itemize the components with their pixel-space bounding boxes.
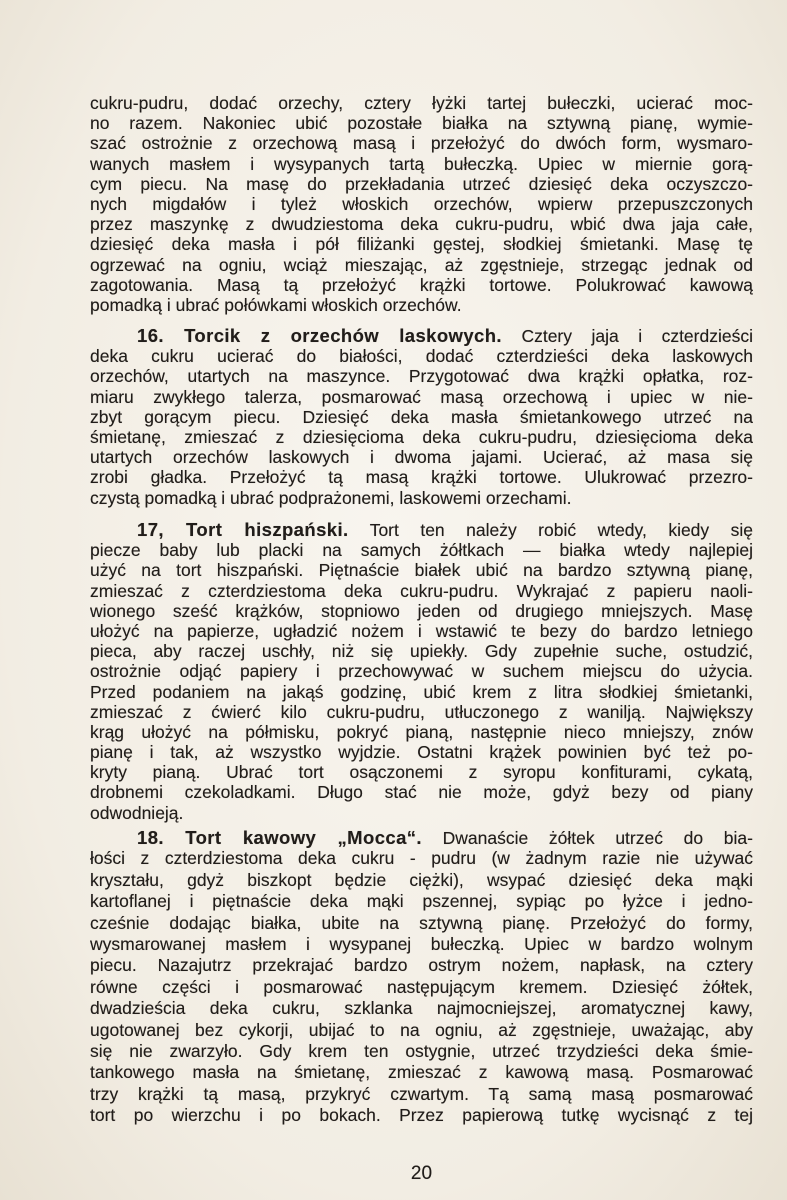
text-line: tort po wierzchu i po bokach. Przez papierową tutkę wycisnąć z tej [90,1105,753,1126]
text-line: nych migdałów i tyleż włoskich orzechów, wpierw przepuszczonych [90,193,753,214]
recipe-lead-text: Cztery jaja i czterdzieści [521,326,753,346]
text-line: kryty pianą. Ubrać tort osączonemi z syropu konfiturami, cykatą, [90,762,753,783]
text-line: czystą pomadką i ubrać podprażonemi, laskowemi orzechami. [90,487,572,508]
text-line: przez maszynkę z dwudziestoma deka cukru-pudru, wbić dwa jaja całe, [90,214,753,235]
text-line: no razem. Nakoniec ubić pozostałe białka na sztywną pianę, wymie- [90,113,753,134]
text-line: pomadką i ubrać połówkami włoskich orzechów. [90,294,462,315]
text-line: wysmarowanej masłem i wysypanej bułeczką. Upiec w bardzo wolnym [90,933,753,954]
text-line: krąg ułożyć na półmisku, pokryć pianą, następnie nieco mniejszy, znów [90,721,753,742]
recipe-lead-text: Dwanaście żółtek utrzeć do bia- [442,828,753,848]
text-line: orzechów, utartych na maszynce. Przygotować dwa krążki opłatka, roz- [90,366,753,387]
text-line: Przed podaniem na jakąś godzinę, ubić krem z litra słodkiej śmietanki, [90,681,753,702]
text-line: ugotowanej bez cykorji, ubijać to na ogniu, aż zgęstnieje, uważając, aby [90,1019,753,1040]
text-line: piecu. Nazajutrz przekrajać bardzo ostrym nożem, napłask, na cztery [90,955,753,976]
text-line: drobnemi czekoladkami. Długo stać nie może, gdyż bezy od piany [90,782,753,803]
text-line: miaru zwykłego talerza, posmarować masą orzechową i upiec w nie- [90,386,753,407]
page-number: 20 [410,1163,433,1184]
text-line: piecze baby lub placki na samych żółtkach — białka wtedy najlepiej [90,540,753,561]
text-line: pieca, aby raczej uschły, niż się upiekły. Gdy zupełnie suche, ostudzić, [90,641,753,662]
text-line: tankowego masła na śmietanę, zmieszać z kawową masą. Posmarować [90,1062,753,1083]
text-line: wanych masłem i wysypanych tartą bułeczką. Upiec w miernie gorą- [90,153,753,174]
recipe-heading: 16. Torcik z orzechów laskowych. [137,326,502,346]
text-line: pianę i tak, aż wszystko wyjdzie. Ostatni krążek powinien być też po- [90,742,753,763]
text-line: utartych orzechów laskowych i dwoma jajami. Ucierać, aż masa się [90,447,753,468]
text-line: ułożyć na papierze, ugładzić nożem i wstawić te bezy do bardzo letniego [90,620,753,641]
recipe-first-line [90,520,753,540]
recipe-first-line [90,827,753,848]
text-line: trzy krążki tą masą, przykryć czwartym. Tą samą masą posmarować [90,1083,753,1104]
recipe-18 [90,827,753,1126]
text-line: kryształu, gdyż biszkopt będzie ciężki), wsypać dziesięć deka mąki [90,869,753,890]
text-line: kartoflanej i piętnaście deka mąki pszennej, sypiąc po łyżce i jedno- [90,891,753,912]
text-line: szać ostrożnie z orzechową masą i przełożyć do dwóch form, wysmaro- [90,133,753,154]
recipe-heading: 18. Tort kawowy „Mocca“. [137,827,422,848]
text-line: dziesięć deka masła i pół filiżanki gęstej, słodkiej śmietanki. Masę tę [90,234,753,255]
text-line: użyć na tort hiszpański. Piętnaście białek ubić na bardzo sztywną pianę, [90,560,753,581]
text-line: równe części i posmarować następującym kremem. Dziesięć żółtek, [90,976,753,997]
text-line: śmietanę, zmieszać z dziesięcioma deka cukru-pudru, dziesięcioma deka [90,426,753,447]
recipe-16 [90,326,753,508]
text-line: zmieszać z czterdziestoma deka cukru-pudru. Wykrajać z papieru naoli- [90,580,753,601]
text-line: deka cukru ucierać do białości, dodać czterdzieści deka laskowych [90,346,753,367]
text-line: zmieszać z ćwierć kilo cukru-pudru, utłuczonego z wanilją. Największy [90,701,753,722]
recipe-17 [90,520,753,823]
text-line: łości z czterdziestoma deka cukru - pudru (w żadnym razie nie używać [90,848,753,869]
text-line: cukru-pudru, dodać orzechy, cztery łyżki tartej bułeczki, ucierać moc- [90,93,753,113]
text-line: ostrożnie odjąć papiery i przechowywać w suchem miejscu do użycia. [90,661,753,682]
text-line: wionego sześć krążków, stopniowo jeden od drugiego mniejszych. Masę [90,600,753,621]
text-line: cym piecu. Na masę do przekładania utrzeć dziesięć deka oczyszczo- [90,173,753,194]
text-line: się nie zwarzyło. Gdy krem ten ostygnie, utrzeć trzydzieści deka śmie- [90,1040,753,1061]
text-line: zrobi gładka. Przełożyć tą masą krążki tortowe. Ulukrować przezro- [90,467,753,488]
text-line: zagotowania. Masą tą przełożyć krążki tortowe. Polukrować kawową [90,274,753,295]
text-line: cześnie dodając białka, ubite na sztywną pianę. Przełożyć do formy, [90,912,753,933]
text-line: dwadzieścia deka cukru, szklanka najmocniejszej, aromatycznej kawy, [90,998,753,1019]
text-line: odwodnieją. [90,802,184,823]
recipe-heading: 17, Tort hiszpański. [137,520,349,540]
recipe-lead-text: Tort ten należy robić wtedy, kiedy się [369,520,753,540]
recipe-first-line [90,326,753,346]
text-line: ogrzewać na ogniu, wciąż mieszając, aż zgęstnieje, strzegąc jednak od [90,254,753,275]
continuation-paragraph [90,93,753,315]
text-line: zbyt gorącym piecu. Dziesięć deka masła śmietankowego utrzeć na [90,406,753,427]
